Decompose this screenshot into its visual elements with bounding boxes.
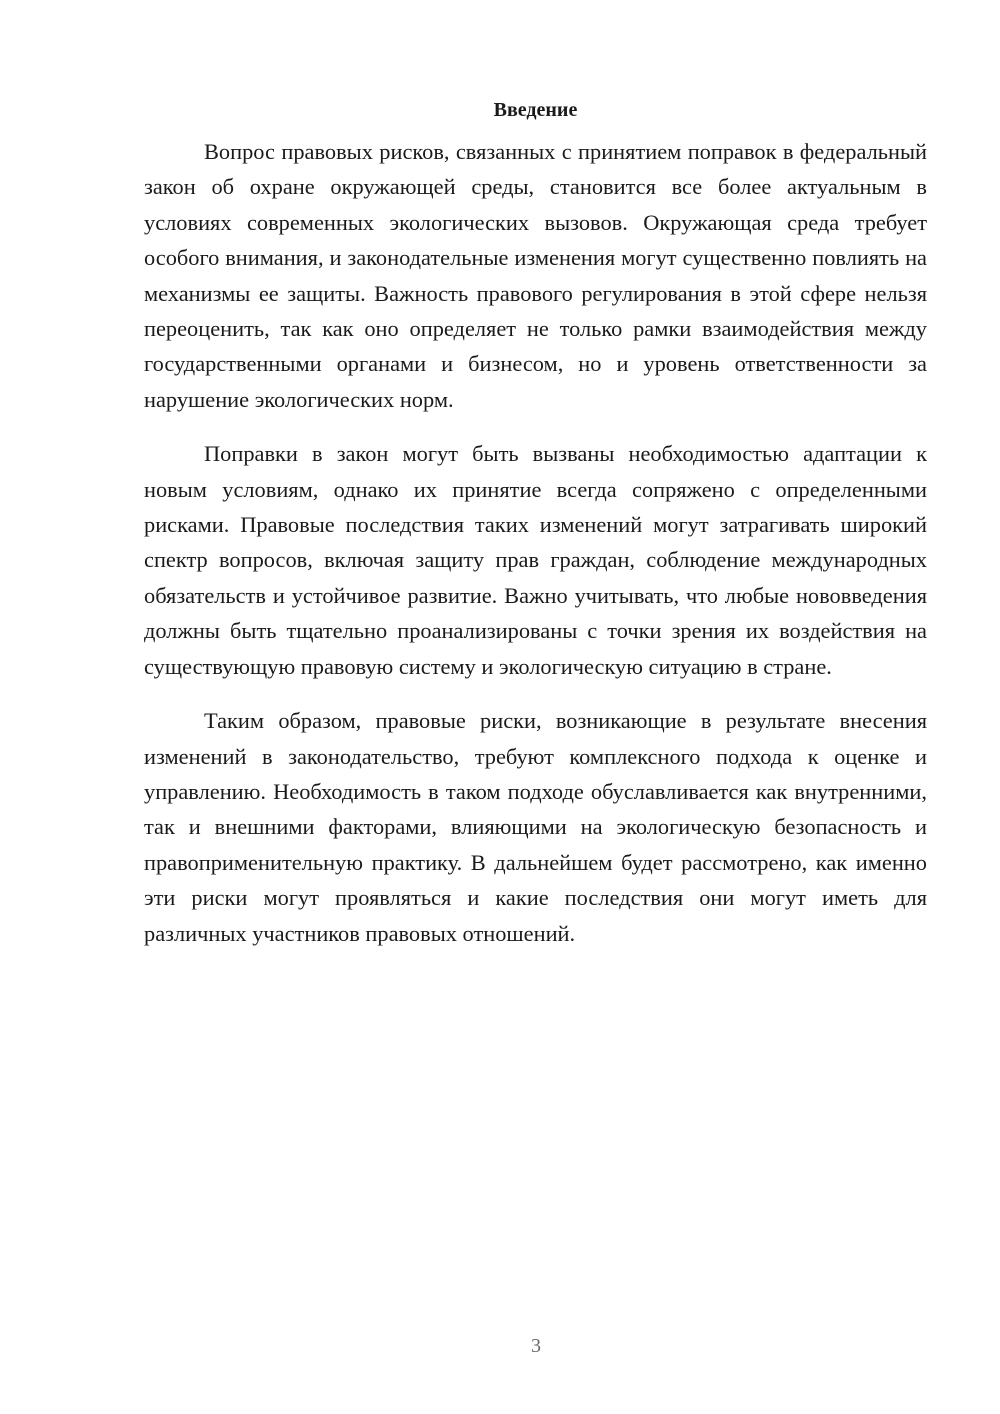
paragraph-2: Поправки в закон могут быть вызваны необходимостью адаптации к новым условиям, однако их принятие всегда сопряжено с определенными рисками. Правовые последствия таких изменений могут затрагивать широкий спектр вопросов, включая защиту прав граждан, соблюдение международных обязательств и устойчивое развитие. Важно учитывать, что любые нововведения должны быть тщательно проанализированы с точки зрения их воздействия на существующую правовую систему и экологическую ситуацию в стране. [144, 441, 927, 679]
page-number: 3 [531, 1335, 541, 1357]
paragraph-1: Вопрос правовых рисков, связанных с принятием поправок в федеральный закон об охране окружающей среды, становится все более актуальным в условиях современных экологических вызовов. Окружающая среда требует особого внимания, и законодательные изменения могут существенно повлиять на механизмы ее защиты. Важность правового регулирования в этой сфере нельзя переоценить, так как оно определяет не только рамки взаимодействия между государственными органами и бизнесом, но и уровень ответственности за нарушение экологических норм. [144, 139, 927, 412]
section-heading: Введение [493, 99, 578, 121]
paragraph-3: Таким образом, правовые риски, возникающие в результате внесения изменений в законодательство, требуют комплексного подхода к оценке и управлению. Необходимость в таком подходе обуславливается как внутренними, так и внешними факторами, влияющими на экологическую безопасность и правоприменительную практику. В дальнейшем будет рассмотрено, как именно эти риски могут проявляться и какие последствия они могут иметь для различных участников правовых отношений. [144, 708, 927, 946]
page-content [144, 96, 927, 970]
